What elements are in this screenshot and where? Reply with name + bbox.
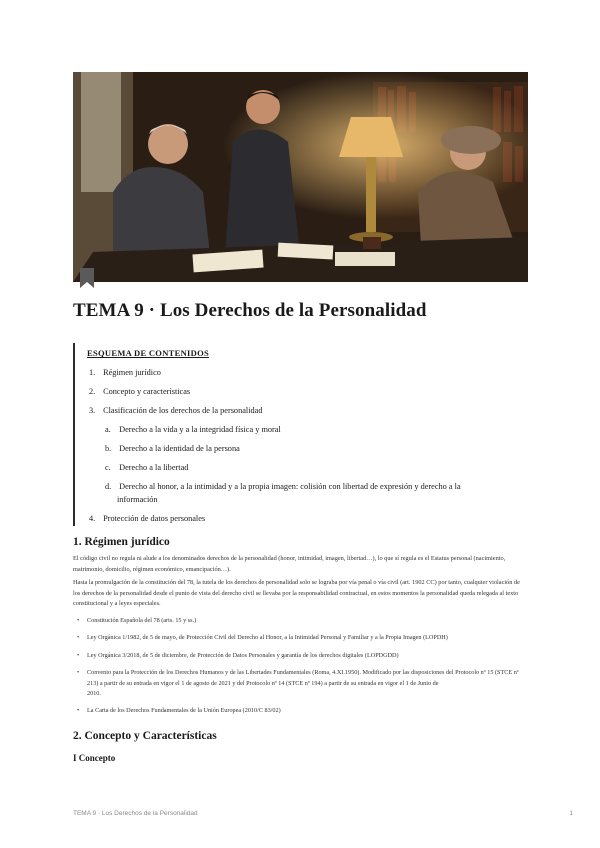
paragraph: El código civil no regula ni alude a los denominados derechos de la personalidad (honor, intimidad, imagen, libertad…), lo que sí regula es el Estatus personal (nacimiento, matrimonio, domicilio, régimen económico, emancipación…). [73,555,506,573]
toc-item-label: Derecho a la identidad de la persona [119,444,240,453]
toc-item-label: Derecho a la vida y a la integridad física y moral [119,425,281,434]
toc-subitem[interactable]: a. Derecho a la vida y a la integridad física y moral [105,425,281,434]
bookmark-icon [80,268,94,288]
list-item: • La Carta de los Derechos Fundamentales de la Unión Europea (2010/C 83/02) [77,706,528,716]
toc-item-label: Concepto y características [103,387,191,396]
list-item: • Constitución Española del 78 (arts. 15 y ss.) [77,616,528,626]
toc-heading: ESQUEMA DE CONTENIDOS [87,348,210,358]
toc-item[interactable]: 2. Concepto y características [89,387,191,396]
footer-title: TEMA 9 · Los Derechos de la Personalidad [73,810,198,817]
toc-subitem-continuation [117,494,158,505]
paragraph: Hasta la promulgación de la constitución del 78, la tutela de los derechos de personalidad solo se lograba por vía penal o vía civil (art. 1902 CC) por tanto, cualquier violación de los derechos de la personalidad desde el punto de vista del derecho civil se llevaba por la responsabilidad contractual, en estos momentos la personalidad queda relegada al texto constitucional y a leyes especiales. [73,579,520,608]
page-number: 1 [569,810,573,817]
page-title: TEMA 9 · Los Derechos de la Personalidad [73,300,427,321]
table-of-contents [73,343,525,526]
toc-item-label: Clasificación de los derechos de la personalidad [103,406,263,415]
law-list [77,616,528,724]
section-heading: 2. Concepto y Características [73,730,217,742]
toc-item-label: Derecho al honor, a la intimidad y a la propia imagen: colisión con libertad de expresión y derecho a la [119,482,461,491]
office-scene-illustration [73,72,528,282]
toc-item[interactable]: 3. Clasificación de los derechos de la personalidad [89,406,263,415]
toc-item[interactable]: 4. Protección de datos personales [89,514,206,523]
subsection-heading: I Concepto [73,753,116,763]
toc-subitem[interactable]: b. Derecho a la identidad de la persona [105,444,240,453]
toc-subitem[interactable]: c. Derecho a la libertad [105,463,189,472]
list-item-continuation: 2010. [87,690,101,698]
list-item: • Ley Orgánica 3/2018, de 5 de diciembre, de Protección de Datos Personales y garantía de los derechos digitales (LOPDGDD) [77,651,528,661]
toc-item[interactable]: 1. Régimen jurídico [89,368,161,377]
toc-item-label: información [117,495,158,504]
section-heading: 1. Régimen jurídico [73,536,170,548]
list-item: • Ley Orgánica 1/1982, de 5 de mayo, de Protección Civil del Derecho al Honor, a la Intimidad Personal y Familiar y a la Propia Imagen (LOPDH) [77,633,528,643]
toc-item-label: Régimen jurídico [103,368,161,377]
toc-item-label: Protección de datos personales [103,514,206,523]
toc-subitem[interactable]: d. Derecho al honor, a la intimidad y a la propia imagen: colisión con libertad de expresión y derecho a la [105,482,461,491]
list-item: • Convenio para la Protección de los Derechos Humanos y de las Libertades Fundamentales (Roma, 4.XI.1950). Modificado por las disposiciones del Protocolo nº 15 (STCE nº 213) a partir de su entrada en vigor el 1 de agosto de 2021 y del Protocolo nº 14 (STCE nº 194) a partir de su entrada en vigor el 1 de Junio de [77,668,528,689]
toc-item-label: Derecho a la libertad [119,463,189,472]
hero-image [73,72,528,282]
